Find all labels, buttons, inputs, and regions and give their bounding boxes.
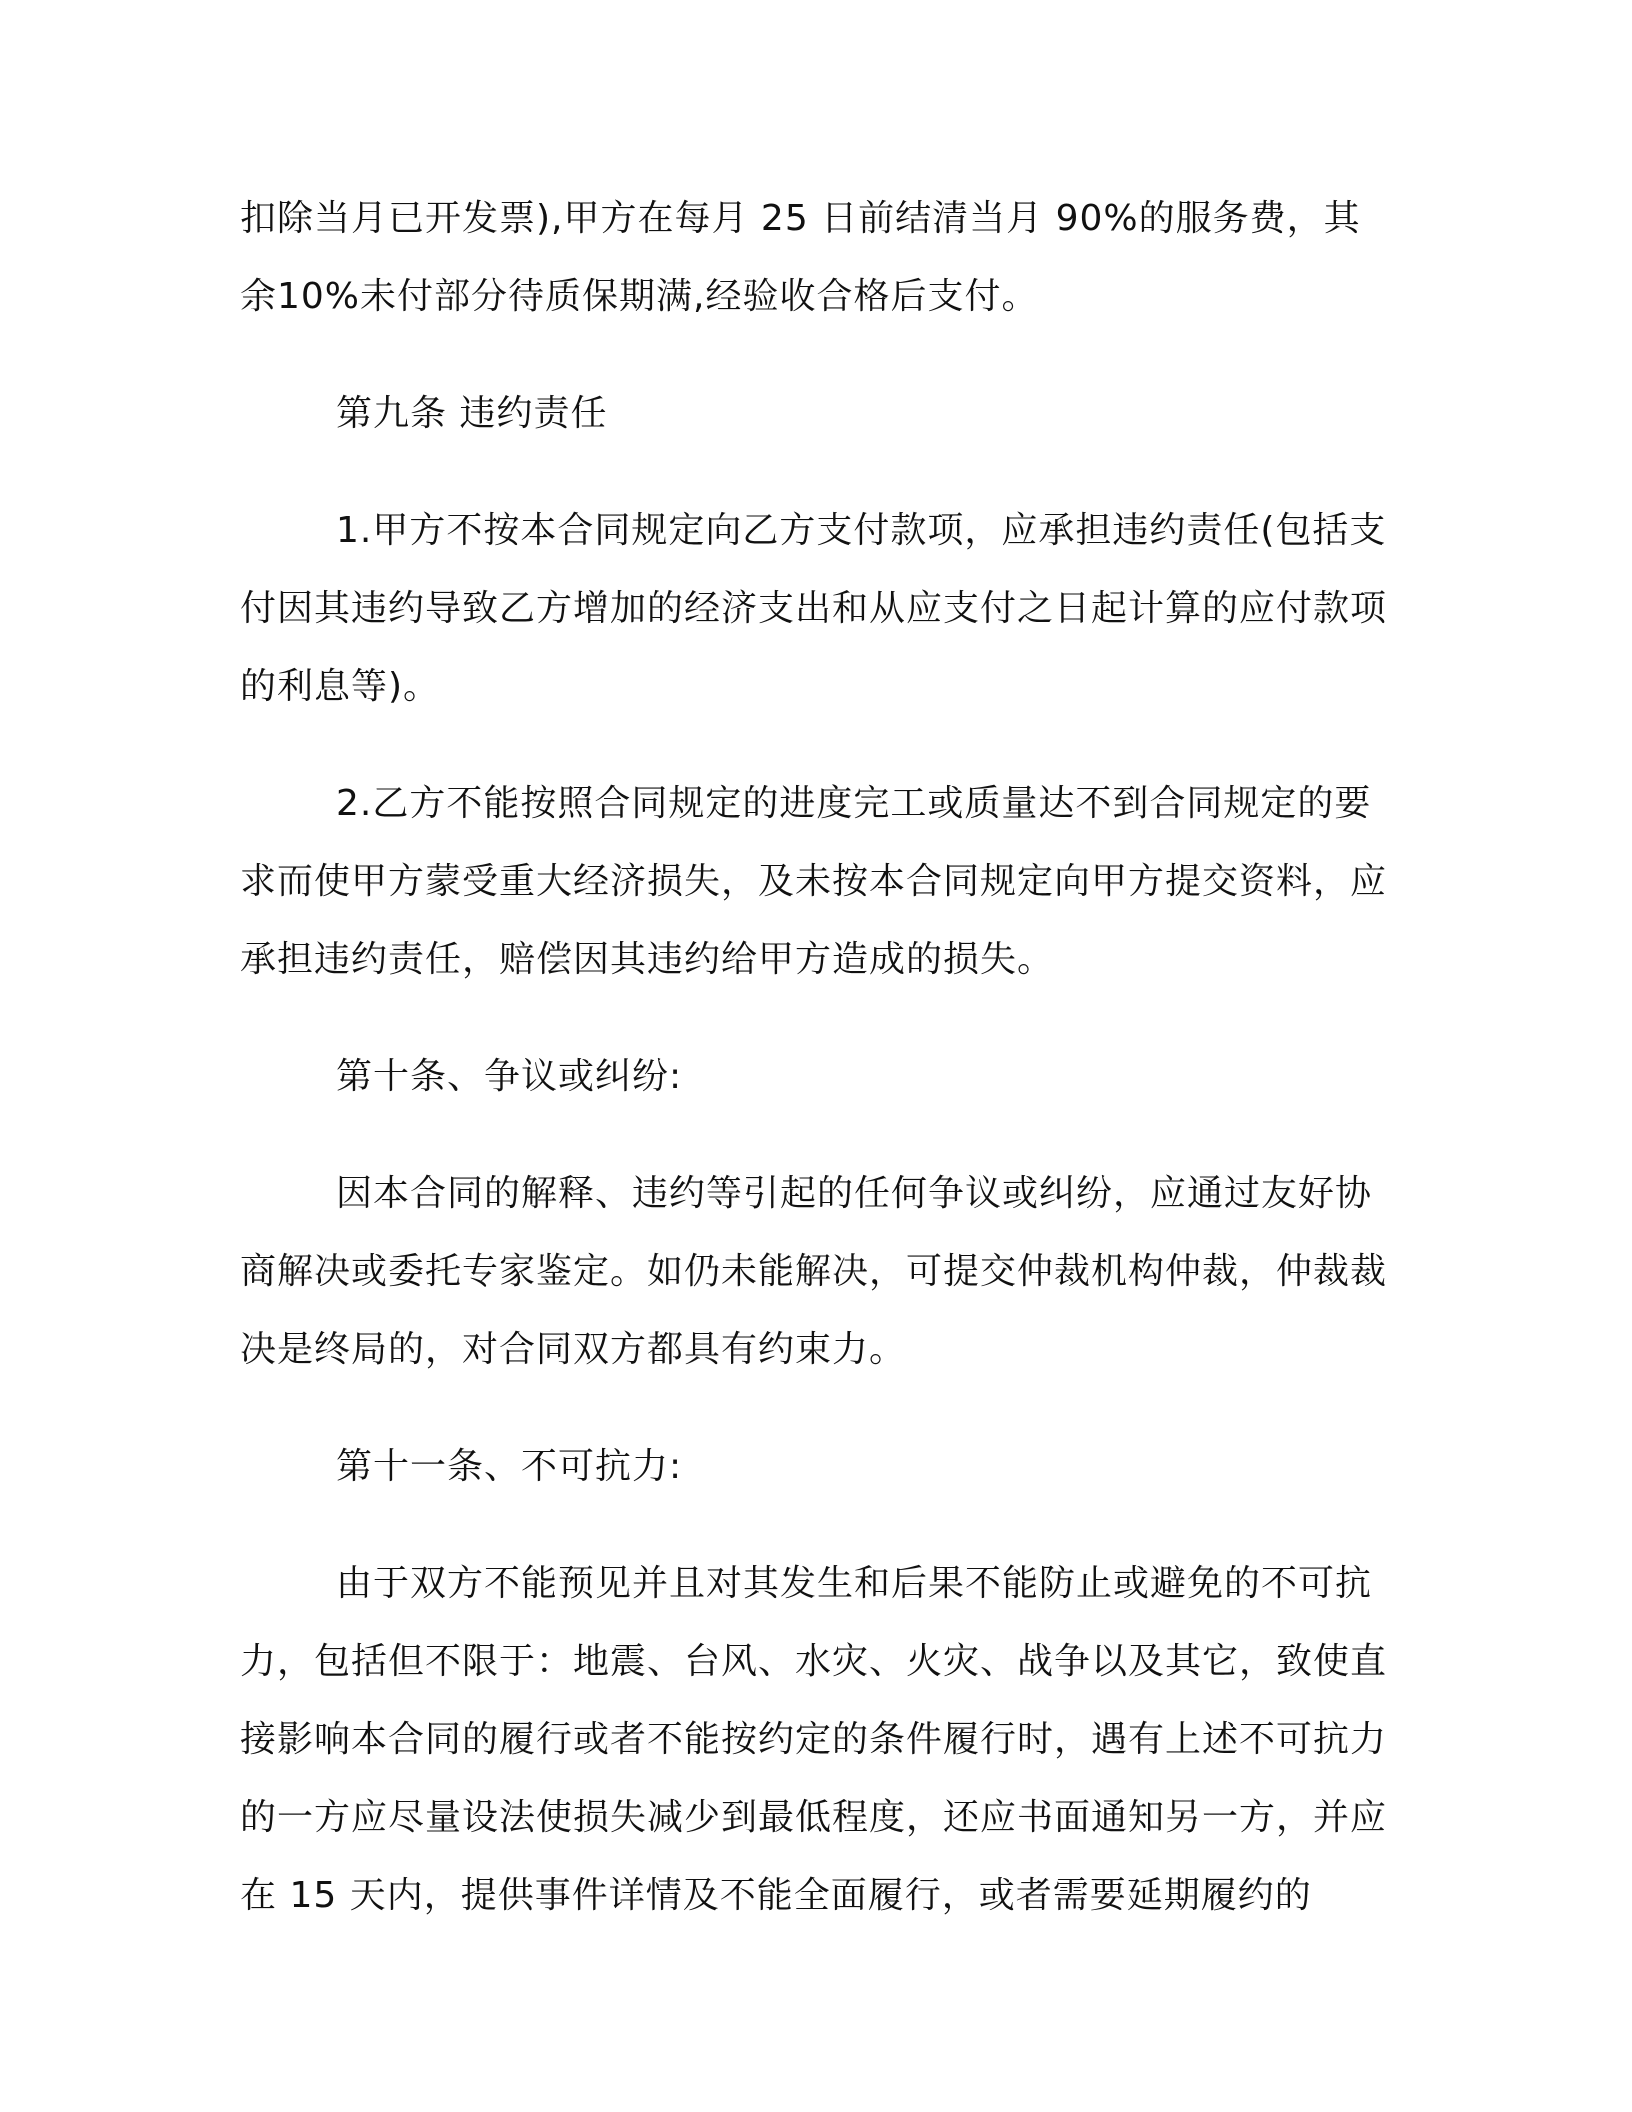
article-11-body: 由于双方不能预见并且对其发生和后果不能防止或避免的不可抗力，包括但不限于：地震、台风、水灾、火灾、战争以及其它，致使直接影响本合同的履行或者不能按约定的条件履行时，遇有上述不可抗力的一方应尽量设法使损失减少到最低程度，还应书面通知另一方，并应在 15 天内，提供事件详情及不能全面履行，或者需要延期履约的 <box>240 1563 1388 1916</box>
article-10-heading: 第十条、争议或纠纷: <box>336 1056 683 1097</box>
article-9-clause-2: 2.乙方不能按照合同规定的进度完工或质量达不到合同规定的要求而使甲方蒙受重大经济损失，及未按本合同规定向甲方提交资料，应承担违约责任，赔偿因其违约给甲方造成的损失。 <box>240 783 1388 980</box>
article-10-body: 因本合同的解释、违约等引起的任何争议或纠纷，应通过友好协商解决或委托专家鉴定。如仍未能解决，可提交仲裁机构仲裁，仲裁裁决是终局的，对合同双方都具有约束力。 <box>240 1173 1388 1370</box>
article-9-heading: 第九条 违约责任 <box>336 393 608 434</box>
article-9-clause-1: 1.甲方不按本合同规定向乙方支付款项，应承担违约责任(包括支付因其违约导致乙方增加的经济支出和从应支付之日起计算的应付款项的利息等)。 <box>240 510 1388 707</box>
continuation-paragraph: 扣除当月已开发票),甲方在每月 25 日前结清当月 90%的服务费，其余10%未付部分待质保期满,经验收合格后支付。 <box>240 198 1361 317</box>
document-body <box>240 180 1390 1935</box>
article-11-heading: 第十一条、不可抗力: <box>336 1446 683 1487</box>
